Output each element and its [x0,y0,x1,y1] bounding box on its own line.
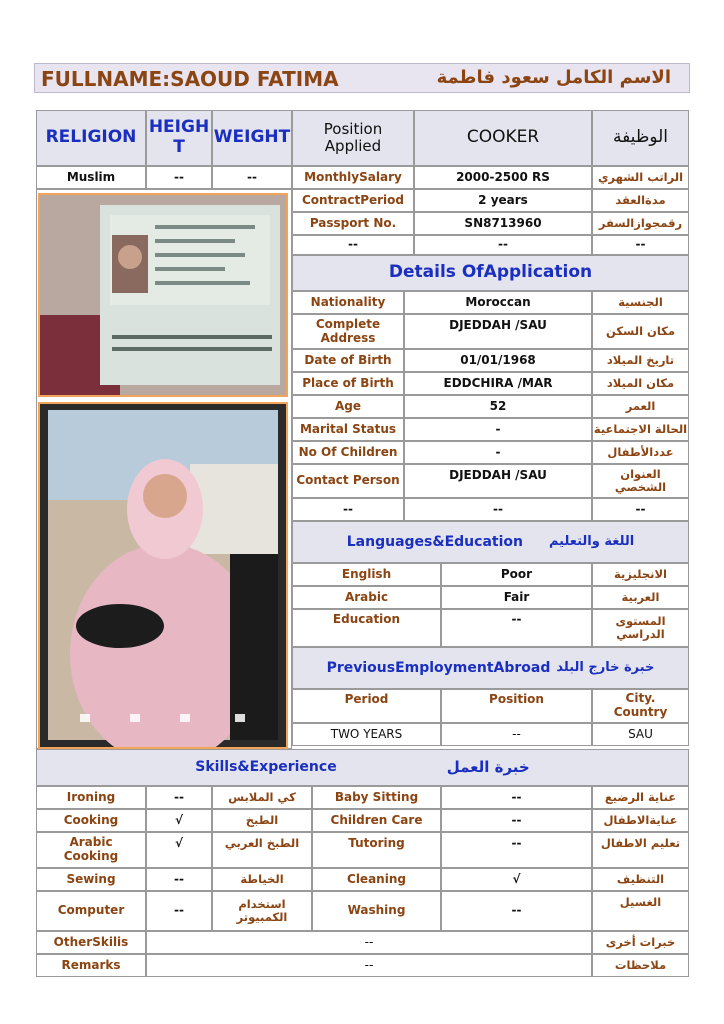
language-value: Poor [441,563,592,586]
position-arabic: الوظيفة [592,110,689,166]
skill-arabic: التنظيف [592,868,689,891]
weight-header: WEIGHT [212,110,292,166]
skill-label: Tutoring [312,832,441,868]
employment-heading [292,647,689,689]
skill-label: Cooking [36,809,146,832]
skill-arabic: كي الملابس [212,786,312,809]
detail-value: DJEDDAH /SAU [404,314,592,349]
skill-value: -- [441,891,592,931]
skills-heading [36,749,689,786]
language-value: Fair [441,586,592,609]
passport-photo [38,193,288,397]
skill-arabic: استخدام الكمبيوتر [212,891,312,931]
skill-label: Computer [36,891,146,931]
employment-period-value: TWO YEARS [292,723,441,746]
detail-value: Moroccan [404,291,592,314]
skill-value: -- [146,786,212,809]
language-arabic: الانجليزية [592,563,689,586]
other-skills-value: -- [146,931,592,954]
skill-label: Ironing [36,786,146,809]
language-label: Arabic [292,586,441,609]
employment-title-arabic: خبرة خارج البلد [556,659,655,675]
other-skills-arabic: خبرات أخرى [592,931,689,954]
other-skills-label: OtherSkilis [36,931,146,954]
contract-period-value: 2 years [414,189,592,212]
skill-value: -- [146,891,212,931]
detail-label: Date of Birth [292,349,404,372]
contract-period-label: ContractPeriod [292,189,414,212]
detail-label: Contact Person [292,464,404,498]
languages-title: Languages&Education [346,533,523,550]
language-arabic: العربية [592,586,689,609]
detail-arabic: تاريخ الميلاد [592,349,689,372]
height-value: -- [146,166,212,189]
salary-label: MonthlySalary [292,166,414,189]
education-value: -- [441,609,592,647]
passport-arabic: رقمجوازالسفر [592,212,689,235]
detail-label: -- [292,498,404,521]
skill-value: -- [441,832,592,868]
detail-value: 52 [404,395,592,418]
details-heading: Details OfApplication [292,255,689,291]
passport-value: SN8713960 [414,212,592,235]
person-photo [38,402,288,749]
detail-arabic: مكان الميلاد [592,372,689,395]
skill-value: √ [441,868,592,891]
detail-label: Age [292,395,404,418]
detail-value: -- [404,498,592,521]
skills-title: Skills&Experience [195,759,337,776]
languages-title-arabic: اللغة والتعليم [548,533,635,549]
skill-label: Arabic Cooking [36,832,146,868]
skill-label: Baby Sitting [312,786,441,809]
skill-arabic: عنايةالاطفال [592,809,689,832]
employment-country-header: City. Country [592,689,689,723]
detail-value: DJEDDAH /SAU [404,464,592,498]
remarks-value: -- [146,954,592,977]
detail-arabic: -- [592,498,689,521]
skill-arabic: عناية الرضيع [592,786,689,809]
detail-label: Place of Birth [292,372,404,395]
skill-value: -- [146,868,212,891]
title-bar [34,63,690,93]
skill-label: Children Care [312,809,441,832]
religion-value: Muslim [36,166,146,189]
skill-arabic: الغسيل [592,891,689,931]
detail-value: EDDCHIRA /MAR [404,372,592,395]
skill-arabic: الطبخ العربي [212,832,312,868]
detail-label: No Of Children [292,441,404,464]
detail-label: Nationality [292,291,404,314]
contract-period-arabic: مدةالعقد [592,189,689,212]
skill-label: Washing [312,891,441,931]
remarks-label: Remarks [36,954,146,977]
education-arabic: المستوى الدراسي [592,609,689,647]
height-header: HEIGH T [146,110,212,166]
detail-arabic: الجنسية [592,291,689,314]
blank-arabic: -- [592,235,689,255]
remarks-arabic: ملاحظات [592,954,689,977]
skill-arabic: الطبخ [212,809,312,832]
skill-label: Cleaning [312,868,441,891]
handbag [76,604,164,648]
detail-arabic: مكان السكن [592,314,689,349]
detail-value: - [404,418,592,441]
position-applied-label: Position Applied [292,110,414,166]
skill-value: -- [441,809,592,832]
skill-label: Sewing [36,868,146,891]
skills-title-arabic: خبرة العمل [446,757,530,776]
religion-header: RELIGION [36,110,146,166]
education-label: Education [292,609,441,647]
employment-title: PreviousEmploymentAbroad [326,659,551,676]
skill-value: √ [146,832,212,868]
fullname-arabic: الاسم الكامل سعود فاطمة [436,67,671,88]
skill-arabic: تعليم الاطفال [592,832,689,868]
employment-country-value: SAU [592,723,689,746]
weight-value: -- [212,166,292,189]
passport-label: Passport No. [292,212,414,235]
skill-value: -- [441,786,592,809]
detail-arabic: عددالأطفال [592,441,689,464]
position-value: COOKER [414,110,592,166]
detail-value: 01/01/1968 [404,349,592,372]
detail-value: - [404,441,592,464]
detail-arabic: العنوان الشخصي [592,464,689,498]
skill-value: √ [146,809,212,832]
skill-arabic: الخياطة [212,868,312,891]
employment-position-value: -- [441,723,592,746]
employment-position-header: Position [441,689,592,723]
blank-label: -- [292,235,414,255]
fullname: FULLNAME:SAOUD FATIMA [41,67,339,91]
detail-arabic: الحالة الاجتماعية [592,418,689,441]
salary-value: 2000-2500 RS [414,166,592,189]
salary-arabic: الراتب الشهري [592,166,689,189]
detail-label: Complete Address [292,314,404,349]
languages-heading [292,521,689,563]
detail-label: Marital Status [292,418,404,441]
blank-value: -- [414,235,592,255]
language-label: English [292,563,441,586]
detail-arabic: العمر [592,395,689,418]
employment-period-header: Period [292,689,441,723]
